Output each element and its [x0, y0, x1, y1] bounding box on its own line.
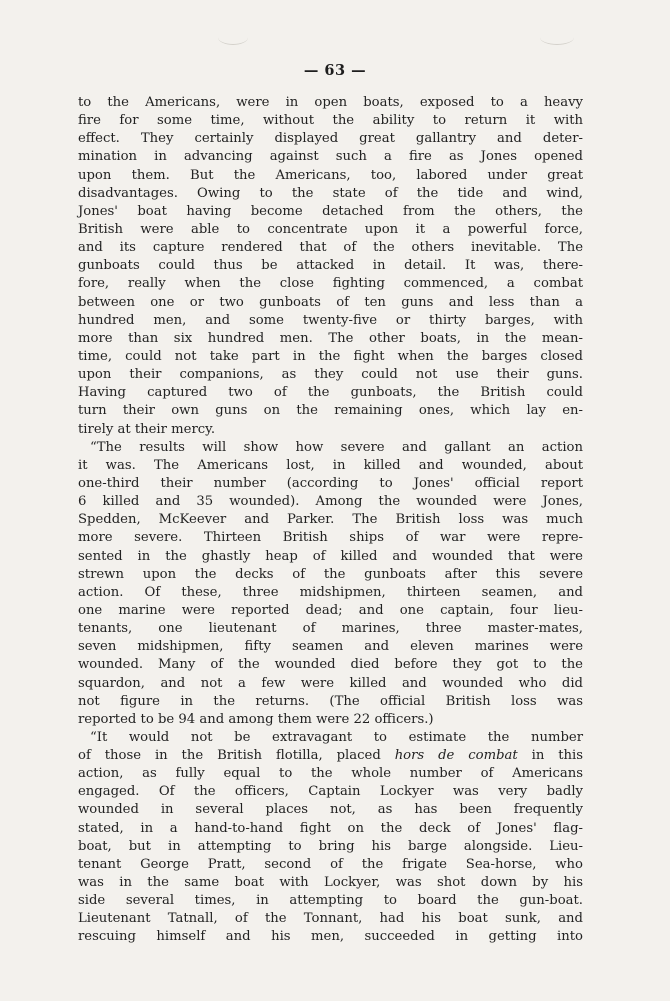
paper-crease-mark [218, 30, 248, 45]
text-line: tirely at their mercy. [78, 421, 216, 437]
text-line: more severe. Thirteen British ships of war were repre- [78, 530, 583, 546]
text-line: action, as fully equal to the whole number of Americans [78, 766, 583, 782]
text-line: side several times, in attempting to board the gun-boat. [78, 893, 583, 909]
text-line: 6 killed and 35 wounded). Among the wounded were Jones, [78, 494, 583, 510]
text-line: stated, in a hand-to-hand fight on the deck of Jones' flag- [78, 820, 583, 836]
text-line: it was. The Americans lost, in killed and wounded, about [78, 457, 583, 473]
text-line: “It would not be extravagant to estimate the number [90, 729, 583, 745]
text-line: rescuing himself and his men, succeeded in getting into [78, 929, 583, 945]
text-line: tenant George Pratt, second of the frigate Sea-horse, who [78, 856, 583, 872]
text-line: wounded. Many of the wounded died before they got to the [78, 657, 583, 673]
text-line: strewn upon the decks of the gunboats after this severe [78, 566, 583, 582]
text-line: upon them. But the Americans, too, labored under great [78, 167, 583, 183]
text-line: Lieutenant Tatnall, of the Tonnant, had his boat sunk, and [78, 911, 583, 927]
text-line: not figure in the returns. (The official British loss was [78, 693, 583, 709]
text-line: British were able to concentrate upon it a powerful force, [78, 221, 583, 237]
text-line: more than six hundred men. The other boats, in the mean- [78, 330, 583, 346]
text-line: seven midshipmen, fifty seamen and eleven marines were [78, 639, 583, 655]
text-line: tenants, one lieutenant of marines, three master-mates, [78, 621, 583, 637]
text-line: time, could not take part in the fight when the barges closed [78, 348, 583, 364]
text-line: between one or two gunboats of ten guns and less than a [78, 294, 583, 310]
text-line: wounded in several places not, as has been frequently [78, 802, 583, 818]
text-line: “The results will show how severe and gallant an action [90, 439, 583, 455]
text-line: of those in the British flotilla, placed hors de combat in this [78, 748, 584, 764]
text-line: gunboats could thus be attacked in detail. It was, there- [78, 258, 583, 274]
text-line: engaged. Of the officers, Captain Lockyer was very badly [78, 784, 583, 800]
body-text [78, 94, 583, 947]
text-line: Having captured two of the gunboats, the British could [78, 385, 583, 401]
text-line: to the Americans, were in open boats, exposed to a heavy [78, 95, 583, 110]
text-line: fore, really when the close fighting commenced, a combat [78, 276, 583, 292]
text-line: reported to be 94 and among them were 22 officers.) [78, 711, 434, 727]
page-number: — 63 — [303, 62, 367, 79]
text-line: boat, but in attempting to bring his barge alongside. Lieu- [78, 838, 583, 854]
text-line: Jones' boat having become detached from the others, the [78, 203, 583, 219]
text-line: squardon, and not a few were killed and wounded who did [78, 675, 583, 691]
text-line: was in the same boat with Lockyer, was shot down by his [78, 875, 583, 891]
text-line: Spedden, McKeever and Parker. The British loss was much [78, 512, 583, 528]
text-line: hundred men, and some twenty-five or thirty barges, with [78, 312, 583, 328]
text-line: fire for some time, without the ability to return it with [78, 113, 583, 129]
text-line: disadvantages. Owing to the state of the tide and wind, [78, 185, 583, 201]
text-line: one marine were reported dead; and one captain, four lieu- [78, 602, 583, 618]
text-line: action. Of these, three midshipmen, thirteen seamen, and [78, 584, 583, 600]
text-line: turn their own guns on the remaining ones, which lay en- [78, 403, 583, 419]
text-line: effect. They certainly displayed great gallantry and deter- [78, 131, 583, 147]
text-line: one-third their number (according to Jones' official report [78, 475, 583, 491]
text-line: mination in advancing against such a fire as Jones opened [78, 149, 583, 165]
text-line: upon their companions, as they could not use their guns. [78, 367, 583, 383]
paper-crease-mark [540, 30, 574, 45]
italic-phrase: hors de combat [394, 748, 518, 764]
text-line: and its capture rendered that of the others inevitable. The [78, 240, 583, 256]
text-line: sented in the ghastly heap of killed and wounded that were [78, 548, 583, 564]
